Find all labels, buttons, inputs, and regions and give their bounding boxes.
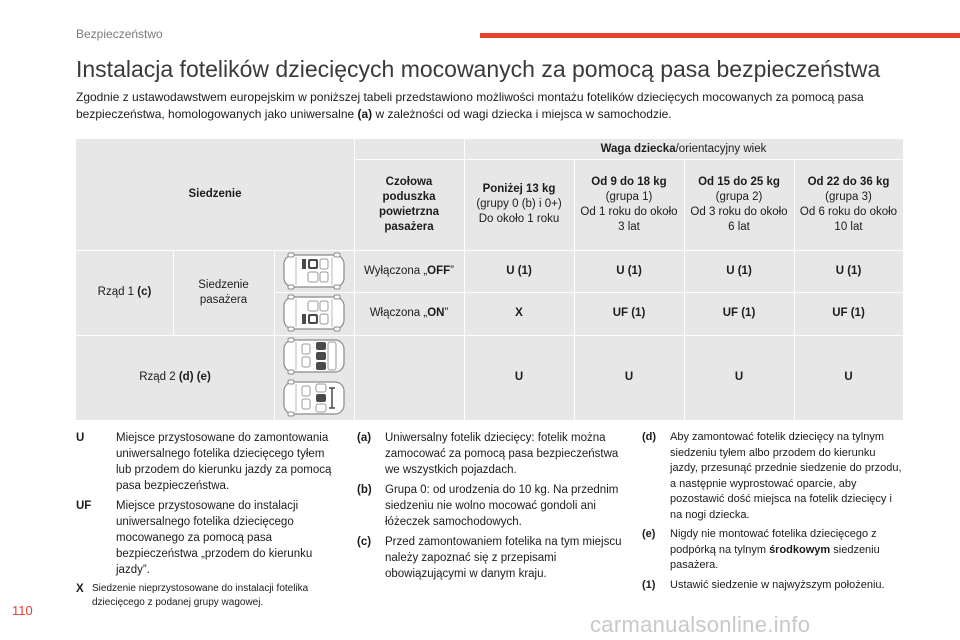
section-label: Bezpieczeństwo: [76, 27, 163, 41]
airbag-header-line: poduszka: [382, 190, 436, 203]
airbag-off-text: Wyłączona „: [363, 264, 428, 277]
table-cell: UF (1): [832, 307, 865, 319]
col-header-line: (grupy 0 (b) i 0+): [476, 198, 562, 210]
legend-key: UF: [76, 500, 92, 512]
col-header-line: 10 lat: [834, 220, 863, 233]
col-header-bold: Od 9 do 18 kg: [591, 175, 667, 188]
legend-text: Przed zamontowaniem fotelika na tym miejscu należy zapoznać się z przepisami obowiązującymi w danym kraju.: [385, 536, 622, 580]
legend-text: Nigdy nie montować fotelika dziecięcego z podpórką na tylnym: [670, 528, 877, 556]
row2-label-text: Rząd 2: [139, 371, 179, 383]
row1-seat-line: Siedzenie: [198, 278, 249, 291]
weight-header-bold: Waga dziecka: [600, 142, 676, 155]
seat-header: Siedzenie: [188, 188, 242, 200]
col-header-group-1: [574, 159, 684, 250]
legend-item: [76, 498, 342, 578]
row1-label-ref: (c): [137, 286, 152, 298]
col-header-bold: Od 22 do 36 kg: [807, 175, 890, 188]
col-header-bold: Poniżej 13 kg: [482, 183, 556, 195]
table-cell: U: [734, 371, 744, 383]
legend-right: [642, 430, 904, 597]
legend-text: siedzeniu pasażera.: [670, 543, 880, 571]
row2-label-ref: (d) (e): [178, 371, 211, 383]
col-header-line: (grupa 2): [715, 190, 763, 203]
col-header-group-3: [794, 159, 903, 250]
row1-label-text: Rząd 1: [97, 286, 138, 298]
legend-key: (1): [642, 578, 656, 591]
table-cell: UF (1): [722, 307, 756, 319]
legend-key: U: [76, 432, 85, 444]
table-cell: U (1): [616, 264, 642, 277]
legend-item: [357, 534, 627, 582]
intro-line-2-end: w zależności od wagi dziecka i miejsca w samochodzie.: [372, 107, 672, 121]
airbag-off-quote: ”: [450, 264, 454, 277]
page-number: 110: [12, 603, 33, 618]
legend-key: (c): [357, 536, 372, 548]
page-title: Instalacja fotelików dziecięcych mocowanych za pomocą pasa bezpieczeństwa: [76, 56, 881, 82]
legend-item: [642, 430, 904, 523]
col-header-line: Od 6 roku do około: [799, 205, 898, 218]
legend-key: (e): [642, 528, 656, 540]
table-cell: U: [514, 371, 524, 383]
table-cell: U: [624, 371, 634, 383]
col-header-line: (grupa 1): [605, 190, 653, 203]
legend-text: Grupa 0: od urodzenia do 10 kg. Na przednim siedzeniu nie wolno mocować gondoli ani łóżeczek samochodowych.: [385, 484, 619, 528]
row1-seat: [173, 250, 274, 335]
table-cell: UF (1): [612, 307, 646, 319]
legend-text: Miejsce przystosowane do instalacji uniwersalnego fotelika dziecięcego mocowanego za pomocą pasa bezpieczeństwa „przodem do kierunku jazdy”.: [116, 500, 313, 576]
legend-item: [357, 482, 627, 530]
col-header-line: Od 1 roku do około: [580, 205, 678, 218]
table-cell: U (1): [506, 264, 532, 277]
airbag-off-state: OFF: [427, 264, 451, 277]
legend-middle: [357, 430, 627, 586]
legend-text: Aby zamontować fotelik dziecięcy na tylnym siedzeniu tyłem albo przodem do kierunku jazdy, przesunąć przednie siedzenie do przodu, a następnie wyprostować oparcie, aby pozostawić dość miejsca na fotelik dziecięcy i na nogi dziecka.: [670, 431, 902, 521]
legend-key: (a): [357, 432, 372, 444]
table-cell: X: [515, 307, 523, 319]
legend-item: [642, 578, 904, 594]
airbag-on-quote: ”: [444, 307, 449, 319]
col-header-group-0: [464, 159, 574, 250]
airbag-off-label: [354, 250, 464, 292]
row1-seat-line: pasażera: [199, 293, 248, 306]
legend-text-bold: środkowym: [769, 543, 831, 556]
legend-left: [76, 430, 342, 614]
legend-text: Uniwersalny fotelik dziecięcy: fotelik można zamocować za pomocą pasa bezpieczeństwa we wszystkich pojazdach.: [385, 432, 619, 476]
col-header-line: Do około 1 roku: [478, 213, 560, 225]
table-cell: U (1): [726, 264, 752, 277]
table-cell: U: [844, 371, 853, 383]
legend-item: [357, 430, 627, 478]
legend-text: Miejsce przystosowane do zamontowania uniwersalnego fotelika dziecięcego tyłem lub przodem do kierunku jazdy za pomocą pasa bezpieczeństwa.: [116, 432, 332, 492]
legend-item: [76, 582, 342, 610]
airbag-header-line: Czołowa: [385, 175, 433, 188]
airbag-on-label: [354, 292, 464, 335]
intro-ref-a: (a): [357, 107, 373, 121]
col-header-line: 3 lat: [618, 220, 640, 233]
row2-label: [76, 335, 274, 420]
car-front-seat-icon: [282, 294, 346, 332]
legend-key: X: [76, 583, 84, 595]
table-cell: U (1): [835, 264, 862, 277]
legend-text: Ustawić siedzenie w najwyższym położeniu.: [670, 578, 885, 591]
legend-key: (b): [357, 484, 372, 496]
legend-key: (d): [642, 431, 657, 443]
car-rear-seats-icon: [282, 337, 346, 375]
child-seat-table: [76, 139, 903, 420]
row1-label: [76, 250, 173, 335]
weight-header: [464, 139, 903, 159]
car-rear-seats-icon: [282, 379, 346, 417]
col-header-line: Od 3 roku do około: [690, 205, 788, 218]
legend-item: [76, 430, 342, 494]
airbag-on-text: Włączona „: [369, 307, 428, 319]
airbag-header-line: powietrzna: [378, 205, 440, 218]
col-header-group-2: [684, 159, 794, 250]
col-header-bold: Od 15 do 25 kg: [698, 175, 780, 188]
airbag-header-line: pasażera: [384, 220, 434, 233]
col-header-line: (grupa 3): [825, 190, 872, 203]
accent-bar: [480, 33, 960, 38]
intro-line-2: bezpieczeństwa, homologowanych jako uniwersalne: [76, 107, 358, 121]
intro-paragraph: [76, 89, 906, 123]
legend-item: [642, 527, 904, 574]
watermark: carmanualsonline.info: [590, 612, 811, 637]
legend-text: Siedzenie nieprzystosowane do instalacji fotelika dziecięcego z podanej grupy wagowej.: [92, 583, 309, 608]
airbag-header: [354, 159, 464, 250]
intro-line-1: Zgodnie z ustawodawstwem europejskim w poniższej tabeli przedstawiono możliwości montażu fotelików dziecięcych mocowanych za pomocą pasa: [76, 90, 864, 104]
car-front-seat-icon: [282, 252, 346, 290]
airbag-on-state: ON: [427, 307, 445, 319]
col-header-line: 6 lat: [728, 220, 750, 233]
weight-header-rest: /orientacyjny wiek: [675, 142, 767, 155]
